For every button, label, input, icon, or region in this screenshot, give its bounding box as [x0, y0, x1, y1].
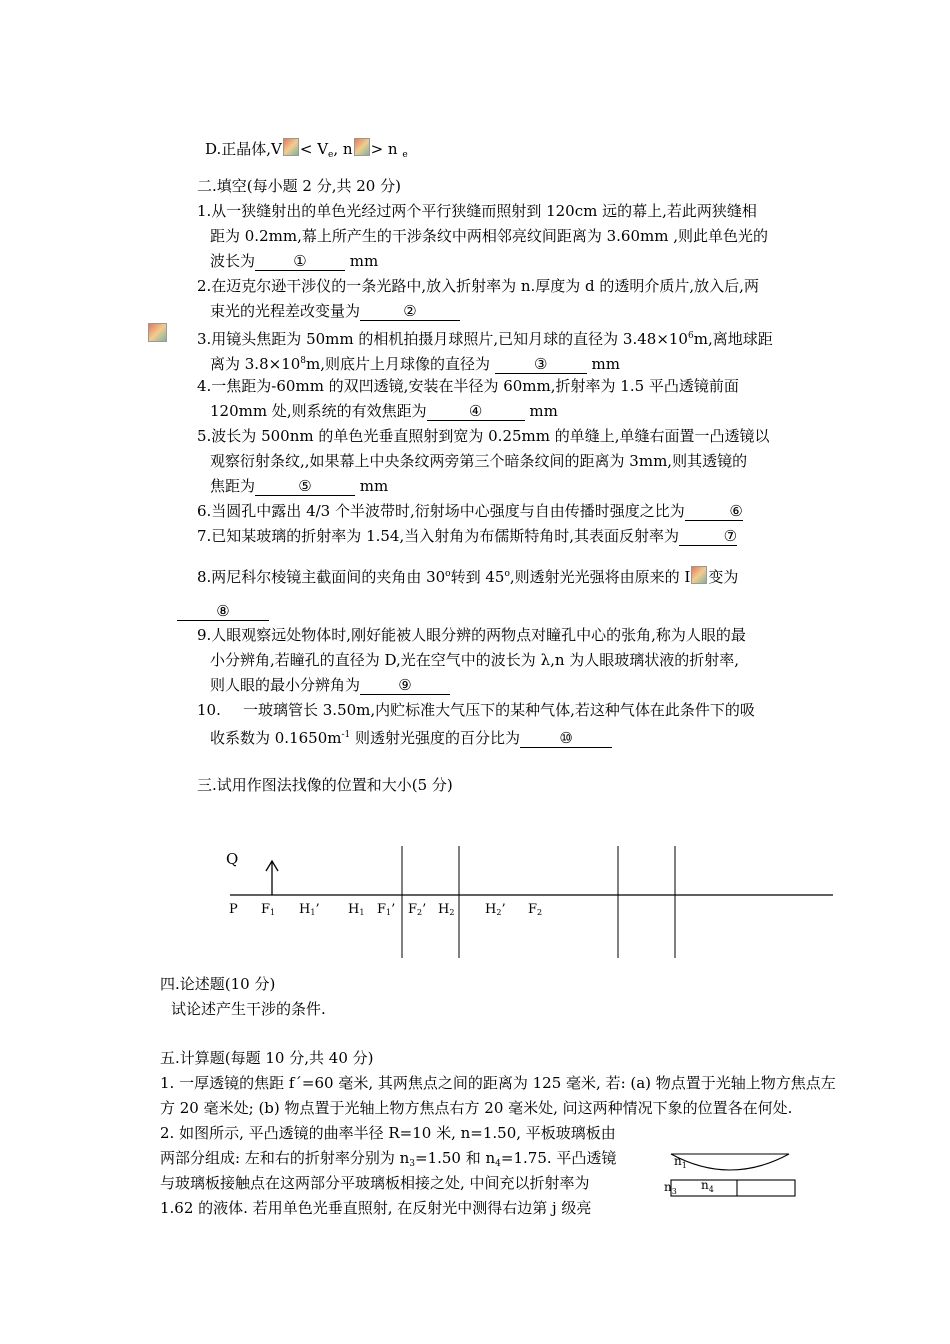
answer-blank: ⑩ [520, 729, 612, 748]
axis-label: H2 [438, 902, 455, 917]
question-7: 7.已知某玻璃的折射率为 1.54,当入射角为布儒斯特角时,其表面反射率为 ⑦ [197, 527, 738, 545]
answer-blank: ⑦ [679, 527, 737, 546]
answer-blank: ③ [495, 355, 587, 374]
answer-blank: ② [360, 302, 460, 321]
axis-label: F2 [528, 902, 543, 917]
answer-blank: ⑥ [685, 502, 743, 521]
axis-label: H1’ [299, 902, 320, 917]
axis-label: F1 [261, 902, 276, 917]
axis-label: F2’ [408, 902, 427, 917]
section4-body: 试论述产生干涉的条件. [171, 1000, 326, 1018]
question-6: 6.当圆孔中露出 4/3 个半波带时,衍射场中心强度与自由传播时强度之比为 ⑥ [197, 502, 743, 520]
answer-blank: ⑧ [177, 602, 269, 621]
answer-blank: ④ [427, 402, 525, 421]
lens-plate-figure [660, 1148, 800, 1200]
axis-label: F1’ [377, 902, 396, 917]
p-label: P [229, 902, 238, 917]
answer-blank: ① [255, 252, 345, 271]
answer-blank: ⑤ [255, 477, 355, 496]
option-d: D.正晶体$,V < V_e$, n > n $_e$ [205, 140, 408, 160]
glass-plate [671, 1180, 795, 1196]
axis-label: H1 [348, 902, 365, 917]
q-label: Q [226, 850, 239, 868]
n4-label: $n_4$ [701, 1178, 714, 1194]
answer-blank: ⑨ [360, 676, 450, 695]
n3-label: $n_3$ [664, 1180, 677, 1196]
plano-convex-lens [671, 1154, 789, 1170]
section4-heading: 四.论述题(10 分) [160, 975, 276, 993]
axis-label: H2’ [485, 902, 506, 917]
n1-label: $n_1$ [674, 1154, 687, 1170]
section3-heading: 三.试用作图法找像的位置和大小(5 分) [197, 776, 453, 794]
section5-heading: 五.计算题(每题 10 分,共 40 分) [160, 1049, 374, 1067]
section2-heading: 二.填空(每小题 2 分,共 20 分) [197, 177, 401, 195]
